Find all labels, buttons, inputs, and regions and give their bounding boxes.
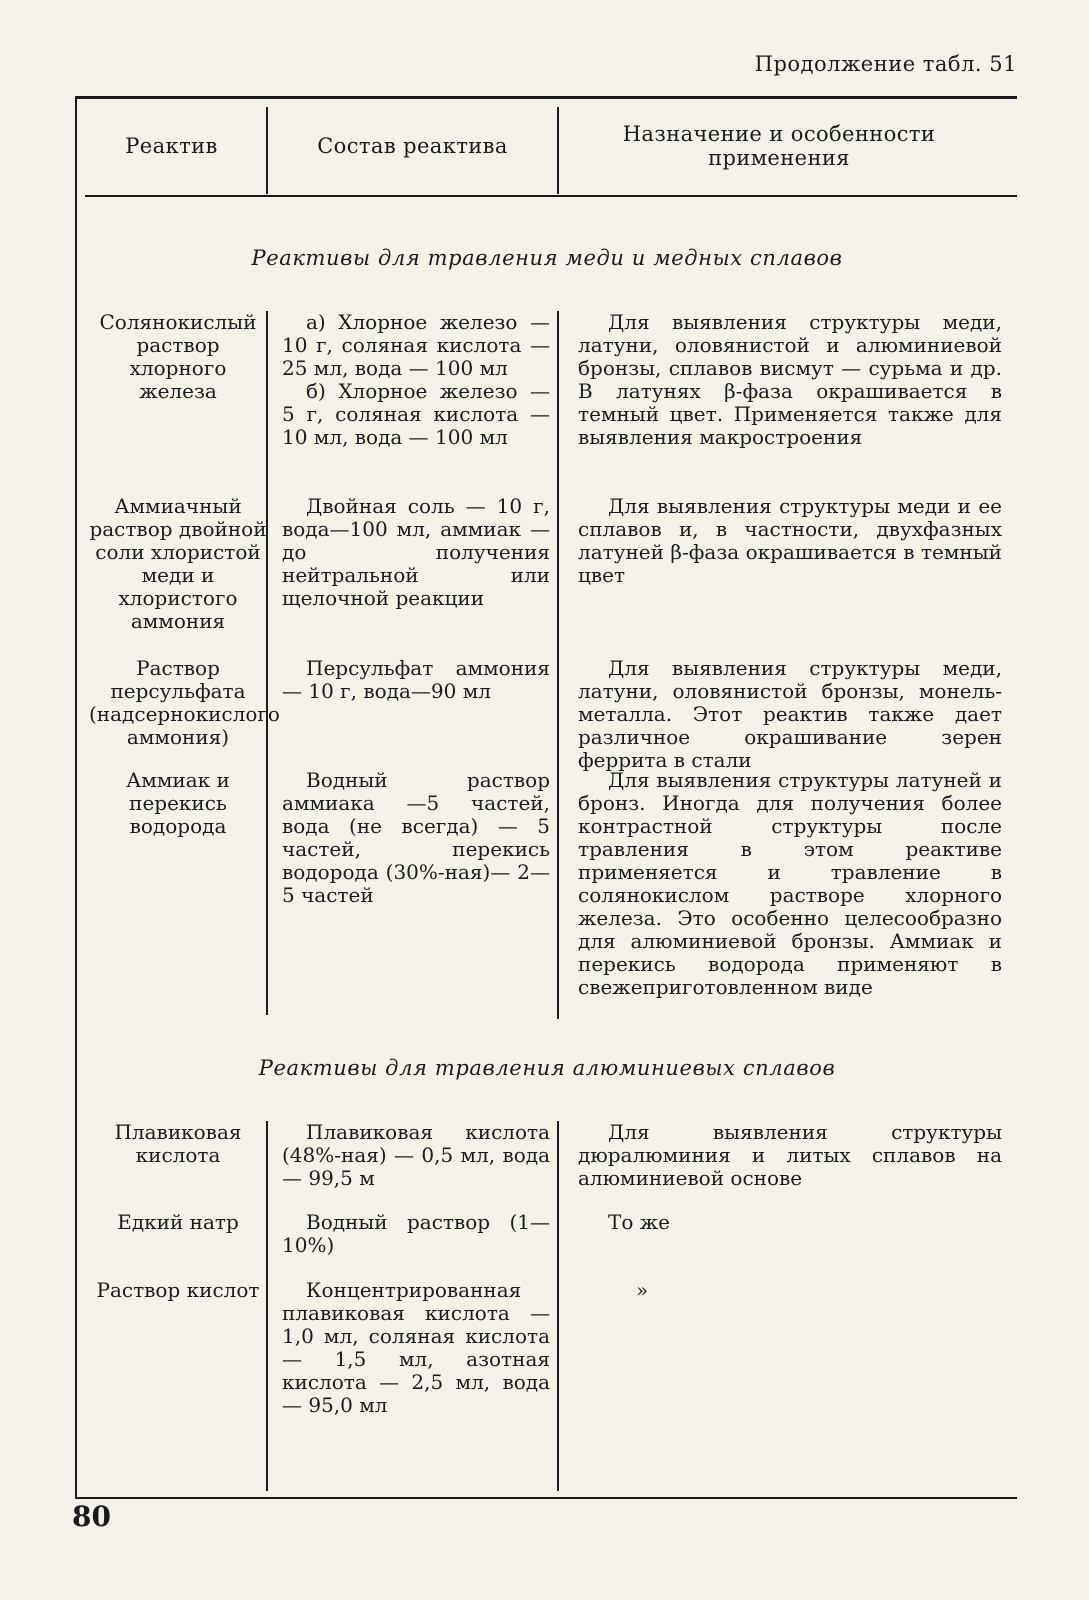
reagent-caustic-soda: Едкий натр [117, 1210, 239, 1234]
header-purpose [559, 99, 999, 193]
purpose-text: Для выявления структуры дюралюминия и литых сплавов на алюминиевой основе [578, 1120, 1002, 1190]
reagent-ferric-chloride: Солянокислый раствор хлорного железа [99, 310, 257, 403]
header-separator [85, 195, 1017, 197]
header-purpose-text: Назначение и особенности применения [622, 122, 936, 170]
composition-variant-b: б) Хлорное железо — 5 г, соляная кислота — 10 мл, вода — 100 мл [282, 379, 550, 449]
purpose-ammonia-double-salt [578, 495, 1002, 587]
purpose-acid-solution [578, 1279, 1002, 1302]
purpose-text: Для выявления структуры меди и ее сплавов и, в частности, двухфазных латуней β-фаза окрашивается в темный цвет [578, 494, 1002, 587]
purpose-text: То же [608, 1210, 670, 1234]
purpose-text: Для выявления структуры меди, латуни, оловянистой и алюминиевой бронзы, сплавов висмут — сурьма и др. В латунях β-фаза окрашивается в темный цвет. Применяется также для выявления макростроения [578, 310, 1002, 449]
purpose-hydrofluoric-acid [578, 1121, 1002, 1190]
purpose-ammonia-peroxide [578, 769, 1002, 999]
composition-variant-a: а) Хлорное железо — 10 г, соляная кислота — 25 мл, вода — 100 мл [282, 310, 550, 380]
composition-ferric-chloride [282, 311, 550, 449]
reagent-acid-solution: Раствор кислот [96, 1278, 260, 1302]
purpose-persulfate [578, 657, 1002, 772]
purpose-text: Для выявления структуры меди, латуни, оловянистой бронзы, монель-металла. Этот реактив также дает различное окрашивание зерен феррита в стали [578, 656, 1002, 772]
purpose-ferric-chloride [578, 311, 1002, 449]
composition-ammonia-double-salt [282, 495, 550, 610]
column-divider-2-lower [557, 1121, 559, 1491]
header-composition: Состав реактива [317, 134, 508, 158]
table-frame [75, 96, 1017, 1499]
composition-text: Водный раствор аммиака —5 частей, вода (не всегда) — 5 частей, перекись водорода (30%-ная)— 2—5 частей [282, 768, 550, 907]
composition-text: Персульфат аммония — 10 г, вода—90 мл [282, 656, 550, 703]
section-title-aluminum: Реактивы для травления алюминиевых сплавов [258, 1056, 836, 1080]
purpose-text: Для выявления структуры латуней и бронз. Иногда для получения более контрастной структуры после травления в этом реактиве применяется и травление в солянокислом растворе хлорного железа. Это особенно целесообразно для алюминиевой бронзы. Аммиак и перекись водорода применяют в свежеприготовленном виде [578, 768, 1002, 999]
header-reagent: Реактив [125, 134, 218, 158]
column-divider-2-upper [557, 311, 559, 1019]
column-divider-1-lower [266, 1121, 268, 1491]
reagent-persulfate: Раствор персульфата (надсернокислого аммония) [89, 656, 280, 749]
reagent-ammonia-double-salt: Аммиачный раствор двойной соли хлористой меди и хлористого аммония [89, 494, 267, 633]
composition-ammonia-peroxide [282, 769, 550, 907]
composition-text: Плавиковая кислота (48%-ная) — 0,5 мл, вода — 99,5 м [282, 1120, 550, 1190]
composition-text: Двойная соль — 10 г, вода—100 мл, аммиак — до получения нейтральной или щелочной реакции [282, 494, 550, 610]
composition-hydrofluoric-acid [282, 1121, 550, 1190]
continuation-note: Продолжение табл. 51 [754, 52, 1017, 76]
composition-text: Водный раствор (1—10%) [282, 1210, 550, 1257]
purpose-caustic-soda [578, 1211, 1002, 1234]
reagent-ammonia-peroxide: Аммиак и перекись водорода [126, 768, 230, 838]
composition-acid-solution [282, 1279, 550, 1417]
composition-text: Концентрированная плавиковая кислота — 1,0 мл, соляная кислота — 1,5 мл, азотная кислота — 2,5 мл, вода — 95,0 мл [282, 1278, 550, 1417]
section-title-copper: Реактивы для травления меди и медных сплавов [251, 246, 843, 270]
purpose-ditto-mark: » [636, 1278, 649, 1302]
page-number: 80 [72, 1500, 111, 1533]
reagent-hydrofluoric-acid: Плавиковая кислота [114, 1120, 242, 1167]
composition-persulfate [282, 657, 550, 703]
composition-caustic-soda [282, 1211, 550, 1257]
